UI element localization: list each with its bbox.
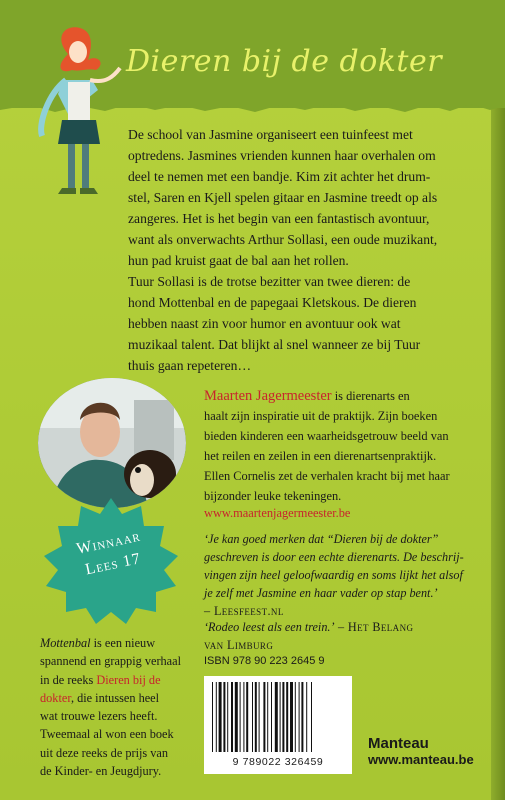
author-bio-line: is dierenarts en (331, 389, 410, 403)
blurb-line: optredens. Jasmines vrienden kunnen haar overhalen om (128, 148, 436, 163)
barcode-bar (275, 682, 278, 752)
author-website-link[interactable]: www.maartenjagermeester.be (204, 506, 351, 520)
quote2-source: van Limburg (204, 638, 274, 652)
blurb-line: deel te nemen met een bandje. Kim zit achter het drum- (128, 169, 431, 184)
series-text: Tweemaal al won een boek (40, 727, 174, 742)
barcode-bar (243, 682, 244, 752)
series-text: spannend en grappig verhaal (40, 654, 182, 669)
barcode-bar (271, 682, 272, 752)
barcode-bar (263, 682, 265, 752)
barcode-bar (246, 682, 248, 752)
series-description (40, 634, 190, 780)
publisher-name: Manteau (368, 735, 429, 752)
series-text: de Kinder- en Jeugdjury. (40, 764, 162, 779)
book-title: Dieren bij de dokter (126, 44, 443, 79)
barcode-bar (259, 682, 260, 752)
blurb-text (128, 124, 480, 376)
barcode-bar (223, 682, 225, 752)
blurb-line: Tuur Sollasi is de trotse bezitter van twee dieren: de (128, 274, 411, 289)
barcode-bar (227, 682, 228, 752)
series-name: Dieren bij de (96, 672, 161, 687)
author-bio-line: het reilen en zeilen in een dierenartsenpraktijk. (204, 449, 437, 463)
blurb-line: hond Mottenbal en de papegaai Kletskous. De dieren (128, 295, 417, 310)
quote-line: je zelf met Jasmine en haar vader op stap bent.’ (204, 586, 438, 600)
barcode-bar (301, 682, 303, 752)
barcode-bar (255, 682, 257, 752)
spine-edge (491, 0, 505, 800)
barcode-bar (240, 682, 241, 752)
barcode-bar (280, 682, 281, 752)
blurb-line: stel, Saren en Kjell spelen gitaar en Jasmine treedt op als (128, 190, 438, 205)
publisher (368, 736, 474, 768)
publisher-url[interactable]: www.manteau.be (368, 752, 474, 767)
series-text: uit deze reeks de prijs van (40, 745, 169, 760)
isbn: ISBN 978 90 223 2645 9 (204, 655, 325, 667)
barcode-bars (204, 676, 352, 756)
author-bio-line: Ellen Cornelis zet de verhalen kracht bij met haar (204, 469, 450, 483)
barcode-bar (235, 682, 238, 752)
girl-illustration (28, 24, 128, 200)
barcode-bar (306, 682, 307, 752)
blurb-line: De school van Jasmine organiseert een tuinfeest met (128, 127, 413, 142)
barcode-bar (295, 682, 296, 752)
barcode-bar (252, 682, 253, 752)
series-text: Mottenbal (40, 636, 91, 650)
blurb-line: muzikaal talent. Dat blijkt al snel wanneer ze bij Tuur (128, 337, 421, 352)
author-photo (38, 378, 186, 508)
barcode-bar (267, 682, 268, 752)
barcode-digits: 9 789022 326459 (232, 756, 324, 768)
blurb-line: zangeres. Het is het begin van een fantastisch avontuur, (128, 211, 430, 226)
author-bio-line: bijzonder leuke tekeningen. (204, 489, 342, 503)
quote2-source: – Het Belang (334, 620, 414, 634)
author-bio (204, 386, 486, 506)
blurb-line: hun pad kruist gaat de bal aan het rollen. (128, 253, 349, 268)
author-bio-line: bieden kinderen een waarheidsgetrouw beeld van (204, 429, 449, 443)
blurb-line: want als onverwachts Arthur Sollasi, een oude muzikant, (128, 232, 438, 247)
quote-source: – Leesfeest.nl (204, 604, 284, 618)
series-name: dokter (40, 690, 71, 705)
barcode-bar (286, 682, 288, 752)
barcode (204, 676, 352, 774)
series-text: , die intussen heel (70, 690, 160, 705)
badge-line: Winnaar (75, 527, 143, 558)
badge-line: Lees 17 (83, 550, 143, 579)
barcode-bar (290, 682, 293, 752)
barcode-bar (282, 682, 284, 752)
author-name: Maarten Jagermeester (204, 388, 332, 404)
barcode-bar (231, 682, 233, 752)
series-text: wat trouwe lezers heeft. (40, 709, 158, 724)
quote-line: ‘Je kan goed merken dat “Dieren bij de dokter” (204, 532, 439, 546)
blurb-line: thuis gaan repeteren… (128, 358, 252, 373)
barcode-bar (212, 682, 213, 752)
quote2-text: ‘Rodeo leest als een trein.’ (204, 620, 335, 634)
review-quote (204, 530, 494, 620)
series-text: is een nieuw (90, 636, 156, 650)
barcode-bar (216, 682, 217, 752)
blurb-line: hebben naast zin voor humor en avontuur ook wat (128, 316, 401, 331)
barcode-bar (219, 682, 222, 752)
quote-line: geschreven is door een echte dierenarts. De beschrij- (204, 550, 464, 564)
barcode-bar (299, 682, 300, 752)
series-text: in de reeks (40, 672, 97, 687)
barcode-bar (311, 682, 312, 752)
review-quote-2 (204, 618, 494, 654)
author-bio-line: haalt zijn inspiratie uit de praktijk. Zijn boeken (204, 409, 438, 423)
quote-line: vingen zijn heel geloofwaardig en soms lijkt het alsof (204, 568, 463, 582)
